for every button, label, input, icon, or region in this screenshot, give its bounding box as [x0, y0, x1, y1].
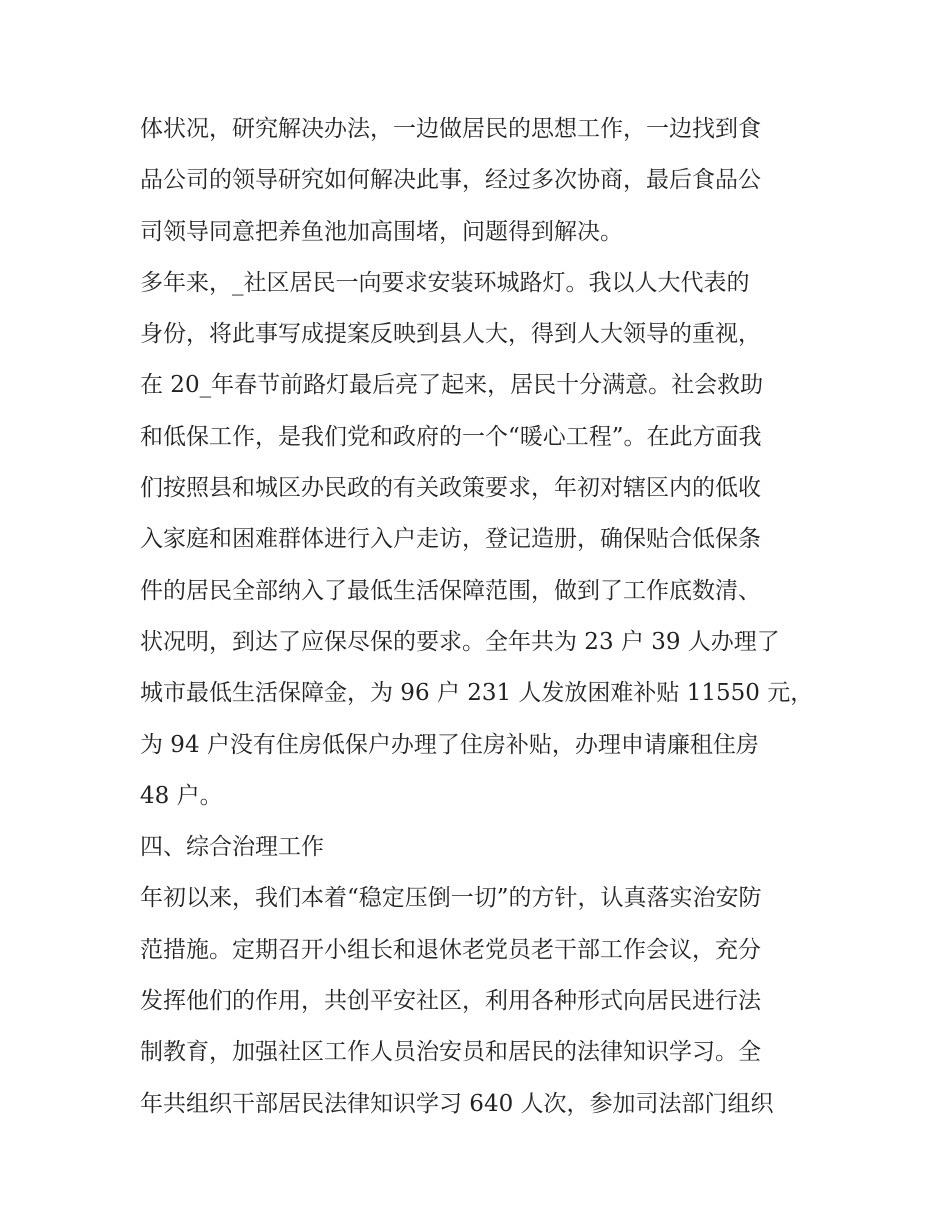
text-line: 城市最低生活保障金，为 96 户 231 人发放困难补贴 11550 元，	[140, 680, 814, 707]
text-line: 身份，将此事写成提案反映到县人大，得到人大领导的重视，	[140, 321, 761, 348]
text-line: 司领导同意把养鱼池加高围堵，问题得到解决。	[140, 218, 623, 245]
text-line: 体状况，研究解决办法，一边做居民的思想工作，一边找到食	[140, 116, 761, 142]
text-line: 多年来，_社区居民一向要求安装环城路灯。我以人大代表的	[140, 269, 750, 296]
text-line: 和低保工作，是我们党和政府的一个“暖心工程”。在此方面我	[140, 423, 762, 450]
section-heading: 四、综合治理工作	[140, 834, 324, 861]
text-line: 年共组织干部居民法律知识学习 640 人次，参加司法部门组织	[140, 1090, 774, 1117]
text-line: 件的居民全部纳入了最低生活保障范围，做到了工作底数清、	[140, 577, 761, 604]
body-text	[140, 104, 820, 1130]
text-line: 范措施。定期召开小组长和退休老党员老干部工作会议，充分	[140, 936, 761, 963]
text-line: 在 20_年春节前路灯最后亮了起来，居民十分满意。社会救助	[140, 372, 764, 399]
text-line: 为 94 户没有住房低保户办理了住房补贴，办理申请廉租住房	[140, 731, 759, 758]
text-line: 们按照县和城区办民政的有关政策要求，年初对辖区内的低收	[140, 475, 761, 502]
text-line: 品公司的领导研究如何解决此事，经过多次协商，最后食品公	[140, 167, 761, 194]
text-line: 状况明，到达了应保尽保的要求。全年共为 23 户 39 人办理了	[140, 628, 780, 655]
text-line: 年初以来，我们本着“稳定压倒一切”的方针，认真落实治安防	[140, 885, 762, 912]
text-line: 制教育，加强社区工作人员治安员和居民的法律知识学习。全	[140, 1039, 761, 1066]
text-line: 入家庭和困难群体进行入户走访，登记造册，确保贴合低保条	[140, 526, 761, 553]
text-line: 发挥他们的作用，共创平安社区，利用各种形式向居民进行法	[140, 988, 761, 1015]
text-line: 48 户。	[140, 782, 223, 809]
